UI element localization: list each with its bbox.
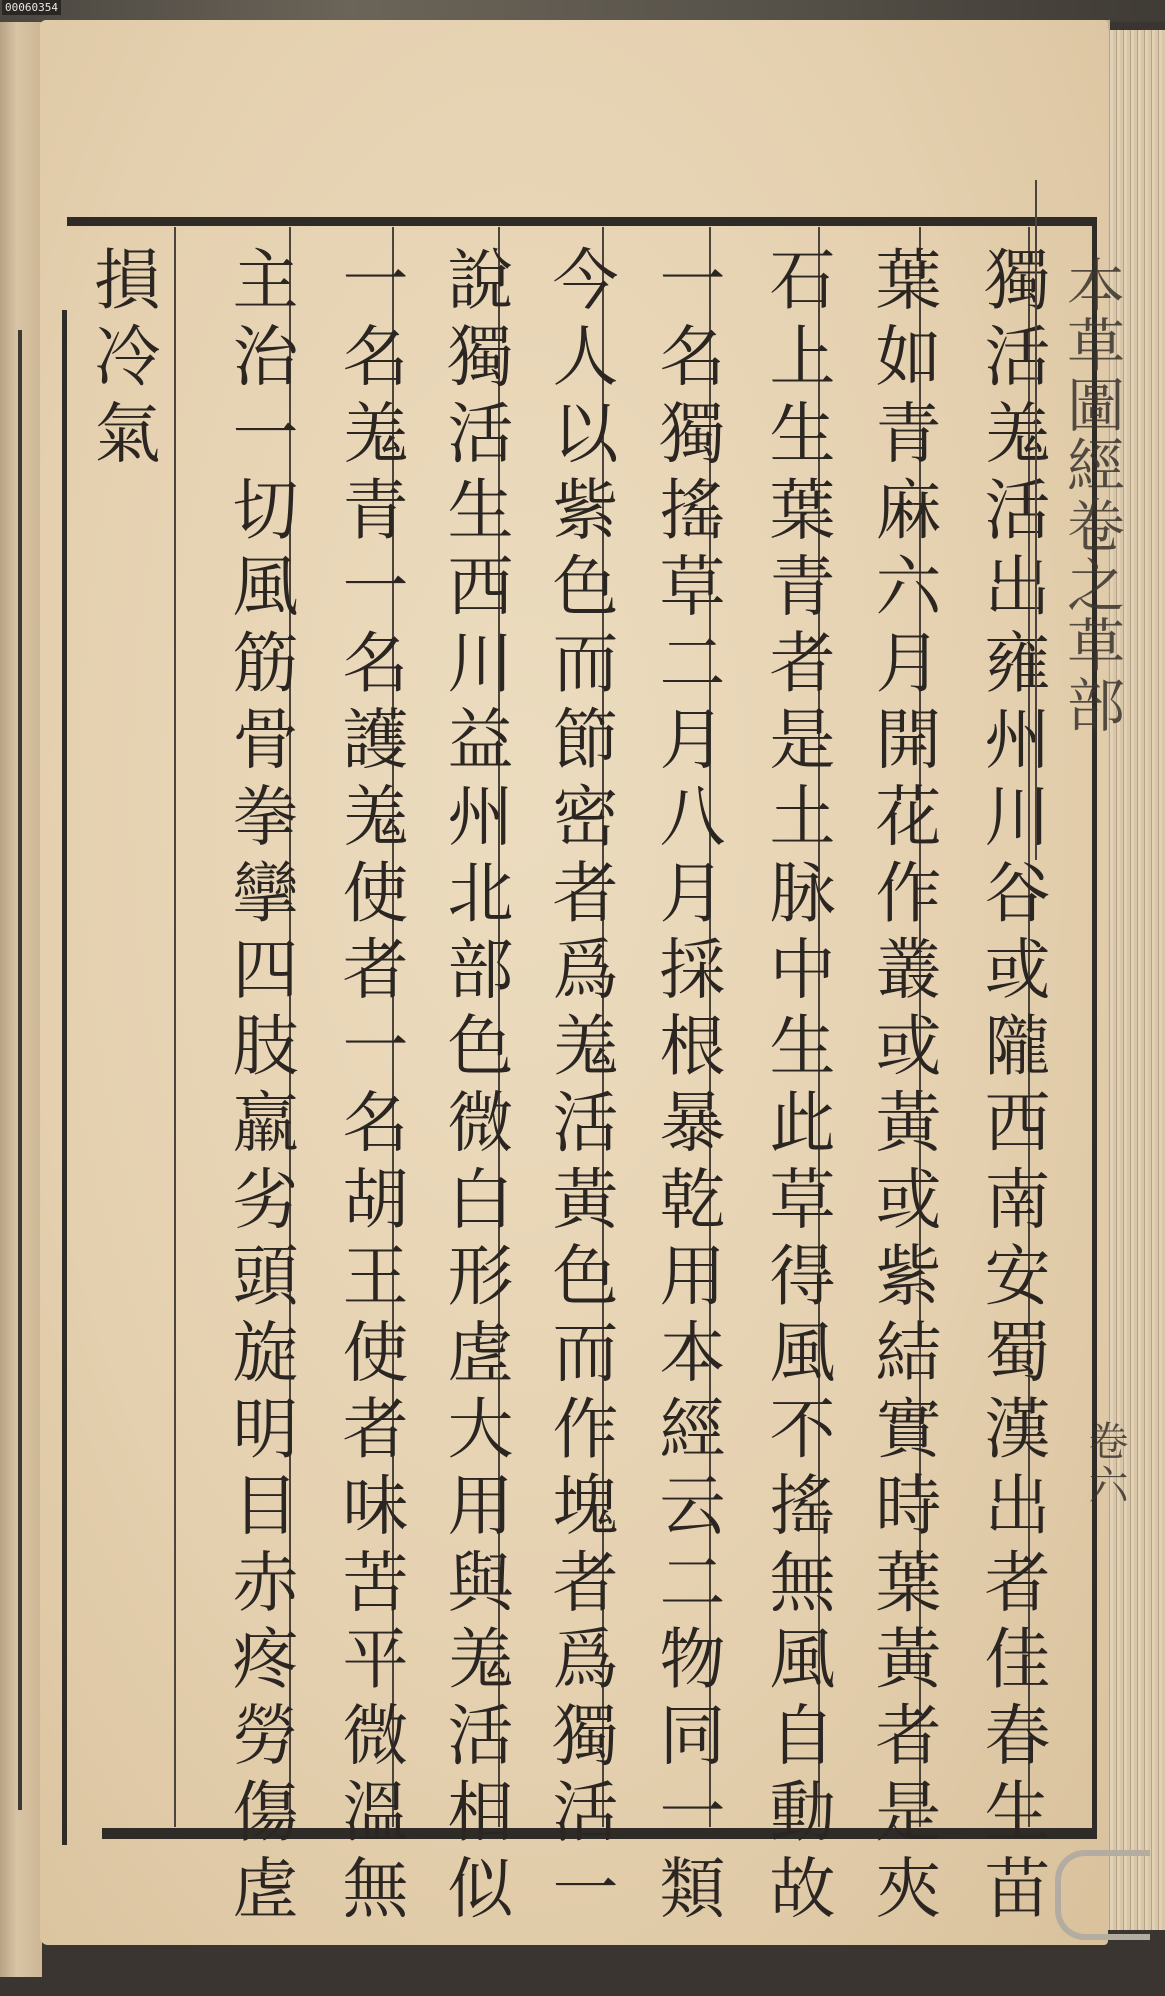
text-column-6: 說獨活生西川益州北部色微白形虗大用與羗活相似 (436, 245, 513, 1931)
text-frame (62, 215, 1102, 1931)
text-column-1: 獨活羗活出雍州川谷或隴西南安蜀漢出者佳春生苗 (973, 245, 1050, 1931)
column-rule (174, 227, 176, 1827)
text-column-8: 主治一切風筋骨拳攣四肢羸劣頭旋明目赤疼勞傷虗 (221, 245, 298, 1931)
frame-left-border (62, 310, 67, 1845)
text-column-9: 損冷氣 (83, 245, 160, 475)
scan-identifier: 00060354 (2, 0, 61, 15)
folio-number: 卷六 (1082, 1420, 1128, 1508)
text-column-2: 葉如青麻六月開花作叢或黃或紫結實時葉黃者是夾 (864, 245, 941, 1931)
frame-top-border (67, 217, 1097, 226)
left-edge-rule (18, 330, 22, 1810)
text-column-3: 石上生葉青者是土脉中生此草得風不搖無風自動故 (758, 245, 835, 1931)
text-column-4: 一名獨搖草二月八月採根暴乾用本經云二物同一類 (648, 245, 725, 1931)
text-column-5: 今人以紫色而節密者爲羗活黃色而作塊者爲獨活一 (541, 245, 618, 1931)
header-title-strip: 本草圖經卷之草部 (1057, 255, 1125, 735)
text-column-7: 一名羗青一名護羗使者一名胡王使者味苦平微溫無 (331, 245, 408, 1931)
top-dark-strip (0, 0, 1165, 22)
binding-clip (1055, 1850, 1150, 1940)
